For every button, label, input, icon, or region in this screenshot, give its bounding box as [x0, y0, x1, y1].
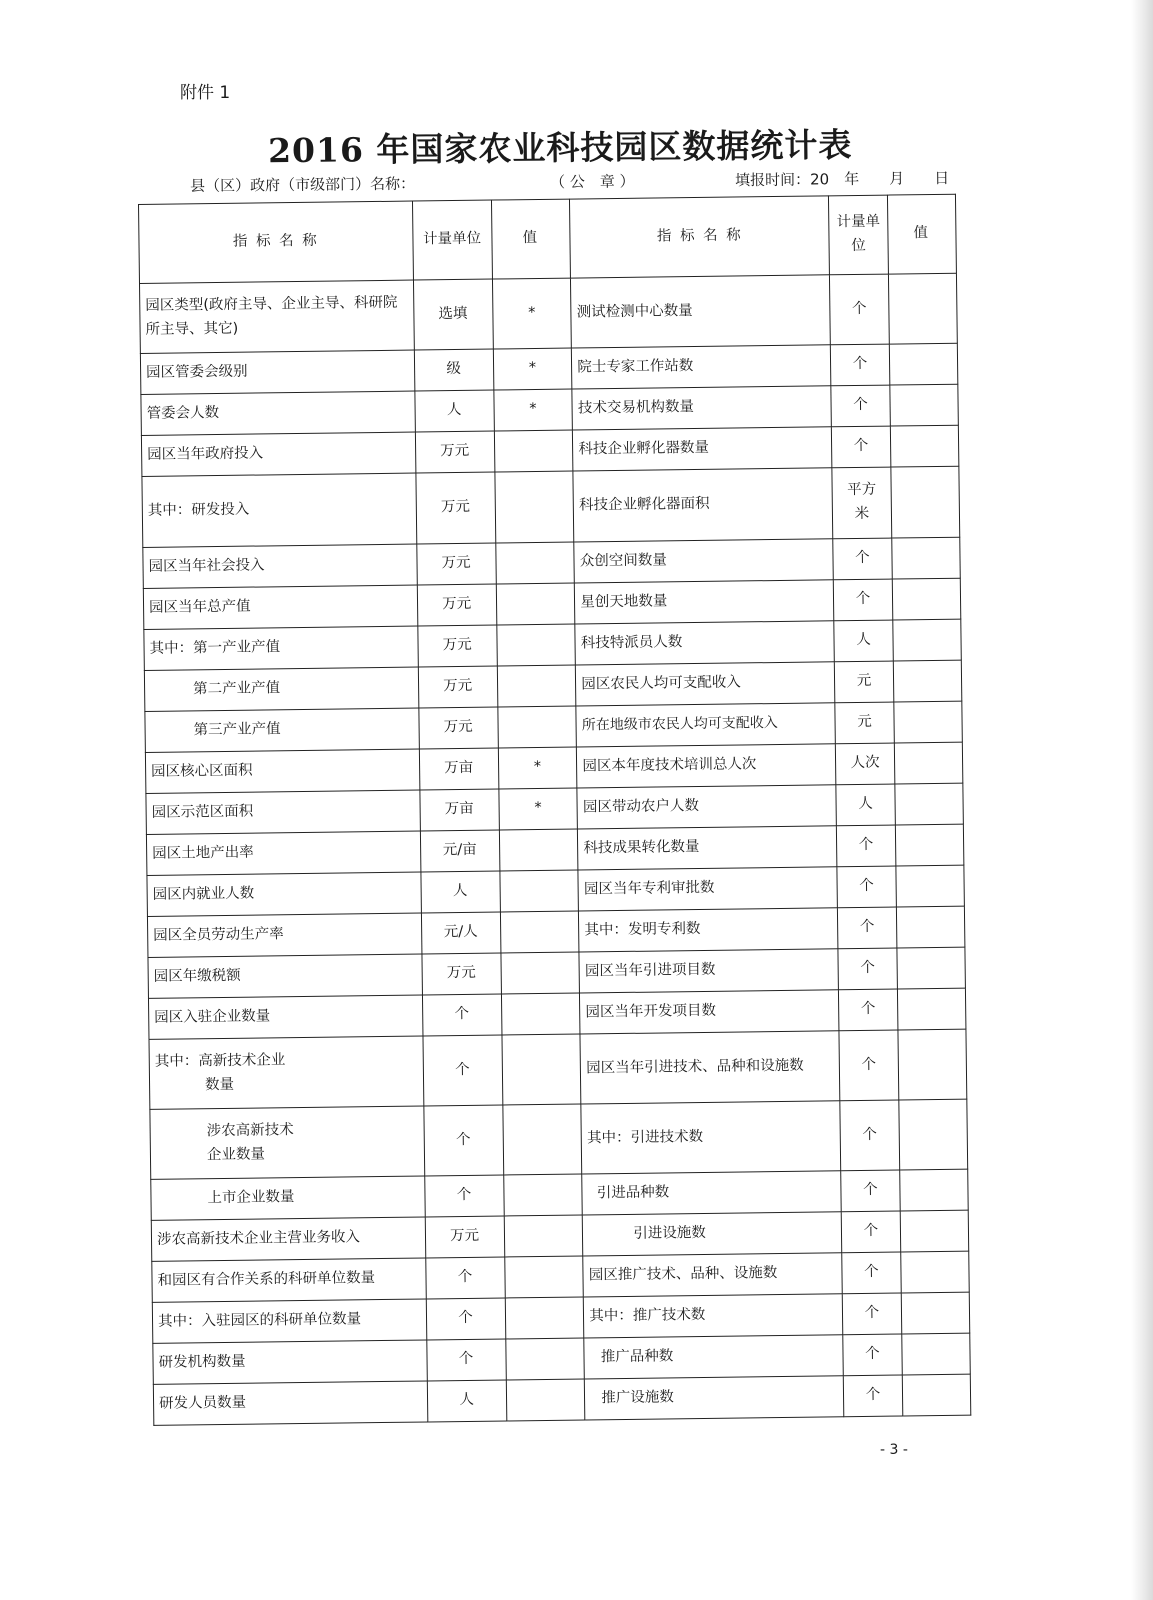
- table-header-row: [139, 194, 957, 283]
- right-unit: 元: [835, 661, 894, 703]
- right-indicator-name: 园区当年引进技术、品种和设施数: [580, 1031, 840, 1104]
- right-value-cell: [890, 466, 959, 538]
- left-value-cell: [503, 1174, 582, 1216]
- right-indicator-name: 推广设施数: [585, 1376, 845, 1420]
- left-unit: 个: [424, 1105, 504, 1176]
- right-value-cell: [891, 537, 960, 579]
- right-unit: 个: [838, 948, 897, 990]
- right-indicator-name: 园区推广技术、品种、设施数: [583, 1253, 843, 1297]
- left-unit: 万亩: [420, 789, 499, 831]
- left-unit: 个: [427, 1339, 506, 1381]
- right-value-cell: [895, 865, 964, 907]
- right-unit: 个: [838, 907, 897, 949]
- left-indicator-name: 园区示范区面积: [146, 790, 420, 834]
- right-indicator-name: 测试检测中心数量: [571, 275, 831, 348]
- right-indicator-name: 引进设施数: [583, 1212, 843, 1256]
- left-indicator-name-line1: 涉农高新技术: [206, 1121, 294, 1139]
- header-unit-left: 计量单位: [412, 200, 492, 280]
- table-row: [142, 466, 960, 547]
- right-unit: 个: [840, 1100, 899, 1171]
- left-value-cell: [497, 665, 576, 707]
- right-value-cell: [900, 1210, 969, 1252]
- right-indicator-name: 其中：推广技术数: [584, 1294, 844, 1338]
- left-indicator-name: 其中：研发投入: [142, 473, 417, 547]
- left-indicator-name-line2: 数量: [204, 1076, 235, 1093]
- right-indicator-name: 科技企业孵化器面积: [573, 468, 833, 542]
- left-unit: 元/亩: [420, 830, 499, 872]
- page-number: - 3 -: [880, 1442, 908, 1458]
- left-unit: 万元: [425, 1216, 504, 1258]
- left-value-cell: [499, 870, 578, 912]
- header-value-right: 值: [887, 194, 956, 274]
- left-value-cell: *: [492, 278, 572, 349]
- left-value-cell: [502, 1104, 582, 1175]
- right-value-cell: [894, 783, 963, 825]
- right-unit: 人次: [836, 743, 895, 785]
- left-value-cell: [496, 624, 575, 666]
- left-indicator-name: [149, 1036, 424, 1109]
- left-indicator-name: 其中：第一产业产值: [144, 626, 418, 670]
- left-unit: 级: [414, 349, 493, 391]
- left-indicator-name: 园区入驻企业数量: [148, 995, 422, 1039]
- left-value-cell: *: [498, 788, 577, 830]
- left-unit: 万元: [422, 953, 501, 995]
- left-value-cell: [505, 1338, 584, 1380]
- header-indicator-right: 指 标 名 称: [570, 196, 830, 278]
- right-indicator-name: 引进品种数: [582, 1171, 842, 1215]
- left-unit: 人: [421, 871, 500, 913]
- right-value-cell: [888, 273, 957, 344]
- left-unit: 个: [425, 1257, 504, 1299]
- right-unit: 平方米: [832, 467, 891, 539]
- left-indicator-name: 其中：入驻园区的科研单位数量: [152, 1299, 426, 1343]
- right-value-cell: [897, 1029, 966, 1100]
- left-value-cell: [497, 706, 576, 748]
- table-wrapper: [138, 194, 973, 1426]
- right-value-cell: [898, 1099, 967, 1170]
- header-value-left: 值: [491, 199, 571, 279]
- left-unit: 万元: [419, 707, 498, 749]
- right-unit: 个: [834, 579, 893, 621]
- right-unit: 个: [832, 426, 891, 468]
- right-indicator-name: 技术交易机构数量: [572, 386, 832, 430]
- left-value-cell: [499, 829, 578, 871]
- left-value-cell: [501, 993, 580, 1035]
- right-indicator-name: 园区农民人均可支配收入: [576, 662, 836, 706]
- left-unit: 个: [424, 1175, 503, 1217]
- right-value-cell: [892, 619, 961, 661]
- left-value-cell: [504, 1215, 583, 1257]
- left-unit: 万元: [418, 625, 497, 667]
- left-indicator-name: 园区核心区面积: [145, 749, 419, 793]
- left-indicator-name: 研发机构数量: [153, 1340, 427, 1384]
- left-unit: 选填: [413, 279, 493, 350]
- left-unit: 万元: [417, 584, 496, 626]
- header-unit-right: 计量单位: [829, 195, 888, 275]
- left-unit: 人: [415, 390, 494, 432]
- right-indicator-name: 院士专家工作站数: [572, 345, 832, 389]
- left-indicator-name: 园区年缴税额: [148, 954, 422, 998]
- right-unit: 个: [837, 866, 896, 908]
- left-indicator-name: 和园区有合作关系的科研单位数量: [152, 1258, 426, 1302]
- table-row: [150, 1099, 968, 1179]
- left-unit: 万元: [416, 543, 495, 585]
- right-indicator-name: 园区当年开发项目数: [580, 990, 840, 1034]
- left-value-cell: [501, 1034, 581, 1105]
- fill-date-label: 填报时间：20 年 月 日: [734, 169, 950, 190]
- left-indicator-name: 涉农高新技术企业主营业务收入: [151, 1217, 425, 1261]
- right-value-cell: [896, 906, 965, 948]
- left-unit: 万元: [416, 472, 496, 544]
- right-unit: 个: [842, 1252, 901, 1294]
- right-indicator-name: 其中：发明专利数: [579, 908, 839, 952]
- right-unit: 个: [841, 1170, 900, 1212]
- right-unit: 个: [830, 274, 889, 345]
- left-unit: 个: [423, 1035, 503, 1106]
- left-value-cell: [504, 1256, 583, 1298]
- right-value-cell: [901, 1292, 970, 1334]
- page-edge: [1131, 0, 1153, 1600]
- left-unit: 万元: [418, 666, 497, 708]
- left-indicator-name: 园区当年社会投入: [143, 544, 417, 588]
- right-indicator-name: 园区当年专利审批数: [578, 867, 838, 911]
- right-value-cell: [900, 1251, 969, 1293]
- left-unit: 万元: [415, 431, 494, 473]
- right-unit: 个: [833, 538, 892, 580]
- right-unit: 个: [839, 989, 898, 1031]
- left-indicator-name: 上市企业数量: [151, 1176, 425, 1220]
- right-indicator-name: 众创空间数量: [574, 539, 834, 583]
- right-unit: 人: [834, 620, 893, 662]
- seal-label: （ 公 章 ）: [550, 172, 635, 192]
- right-unit: 个: [839, 1030, 898, 1101]
- right-value-cell: [893, 660, 962, 702]
- right-unit: 个: [844, 1375, 903, 1417]
- right-unit: 个: [831, 344, 890, 386]
- right-unit: 人: [836, 784, 895, 826]
- right-value-cell: [889, 384, 958, 426]
- left-value-cell: [506, 1379, 585, 1421]
- right-value-cell: [890, 425, 959, 467]
- left-value-cell: *: [493, 348, 572, 390]
- left-indicator-name: 园区类型(政府主导、企业主导、科研院所主导、其它): [139, 280, 414, 353]
- table-row: [149, 1029, 967, 1109]
- right-indicator-name: 园区当年引进项目数: [579, 949, 839, 993]
- right-indicator-name: 园区本年度技术培训总人次: [577, 744, 837, 788]
- right-value-cell: [902, 1374, 971, 1416]
- left-value-cell: [500, 952, 579, 994]
- left-indicator-name: 园区土地产出率: [146, 831, 420, 875]
- left-value-cell: [500, 911, 579, 953]
- right-value-cell: [893, 701, 962, 743]
- left-indicator-name: 研发人员数量: [153, 1381, 427, 1425]
- right-value-cell: [901, 1333, 970, 1375]
- left-unit: 元/人: [421, 912, 500, 954]
- left-value-cell: [494, 471, 574, 543]
- right-indicator-name: 园区带动农户人数: [577, 785, 837, 829]
- header-indicator-left: 指 标 名 称: [139, 201, 414, 283]
- left-indicator-name: 管委会人数: [141, 391, 415, 435]
- statistics-table: [138, 194, 971, 1426]
- table-row: [139, 273, 957, 353]
- page-title: 2016 年国家农业科技园区数据统计表: [267, 125, 853, 171]
- left-indicator-name: [150, 1106, 425, 1179]
- left-unit: 万亩: [419, 748, 498, 790]
- right-unit: 个: [842, 1211, 901, 1253]
- right-value-cell: [889, 343, 958, 385]
- left-indicator-name: 园区全员劳动生产率: [147, 913, 421, 957]
- left-value-cell: [505, 1297, 584, 1339]
- left-unit: 个: [426, 1298, 505, 1340]
- right-value-cell: [899, 1169, 968, 1211]
- right-value-cell: [896, 947, 965, 989]
- right-indicator-name: 科技成果转化数量: [578, 826, 838, 870]
- right-unit: 个: [831, 385, 890, 427]
- left-value-cell: [494, 430, 573, 472]
- right-indicator-name: 科技特派员人数: [575, 621, 835, 665]
- left-value-cell: *: [493, 389, 572, 431]
- left-indicator-name: 园区当年政府投入: [141, 432, 415, 476]
- right-unit: 元: [835, 702, 894, 744]
- right-value-cell: [897, 988, 966, 1030]
- right-unit: 个: [837, 825, 896, 867]
- left-indicator-name: 园区当年总产值: [143, 585, 417, 629]
- left-unit: 人: [427, 1380, 506, 1422]
- left-unit: 个: [422, 994, 501, 1036]
- left-value-cell: [496, 583, 575, 625]
- right-indicator-name: 其中：引进技术数: [581, 1101, 841, 1174]
- left-indicator-name: 第二产业产值: [144, 667, 418, 711]
- right-indicator-name: 星创天地数量: [575, 580, 835, 624]
- left-value-cell: *: [498, 747, 577, 789]
- right-value-cell: [892, 578, 961, 620]
- attachment-label: 附件 1: [180, 83, 231, 103]
- right-indicator-name: 所在地级市农民人均可支配收入: [576, 703, 836, 747]
- right-unit: 个: [843, 1293, 902, 1335]
- unit-name-label: 县（区）政府（市级部门）名称：: [190, 174, 416, 195]
- left-indicator-name-line1: 其中：高新技术企业: [154, 1051, 286, 1070]
- right-value-cell: [894, 742, 963, 784]
- left-indicator-name-line2: 企业数量: [206, 1145, 266, 1163]
- left-value-cell: [495, 542, 574, 584]
- left-indicator-name: 第三产业产值: [145, 708, 419, 752]
- right-indicator-name: 推广品种数: [584, 1335, 844, 1379]
- right-unit: 个: [843, 1334, 902, 1376]
- right-indicator-name: 科技企业孵化器数量: [573, 427, 833, 471]
- right-value-cell: [895, 824, 964, 866]
- left-indicator-name: 园区内就业人数: [147, 872, 421, 916]
- left-indicator-name: 园区管委会级别: [140, 350, 414, 394]
